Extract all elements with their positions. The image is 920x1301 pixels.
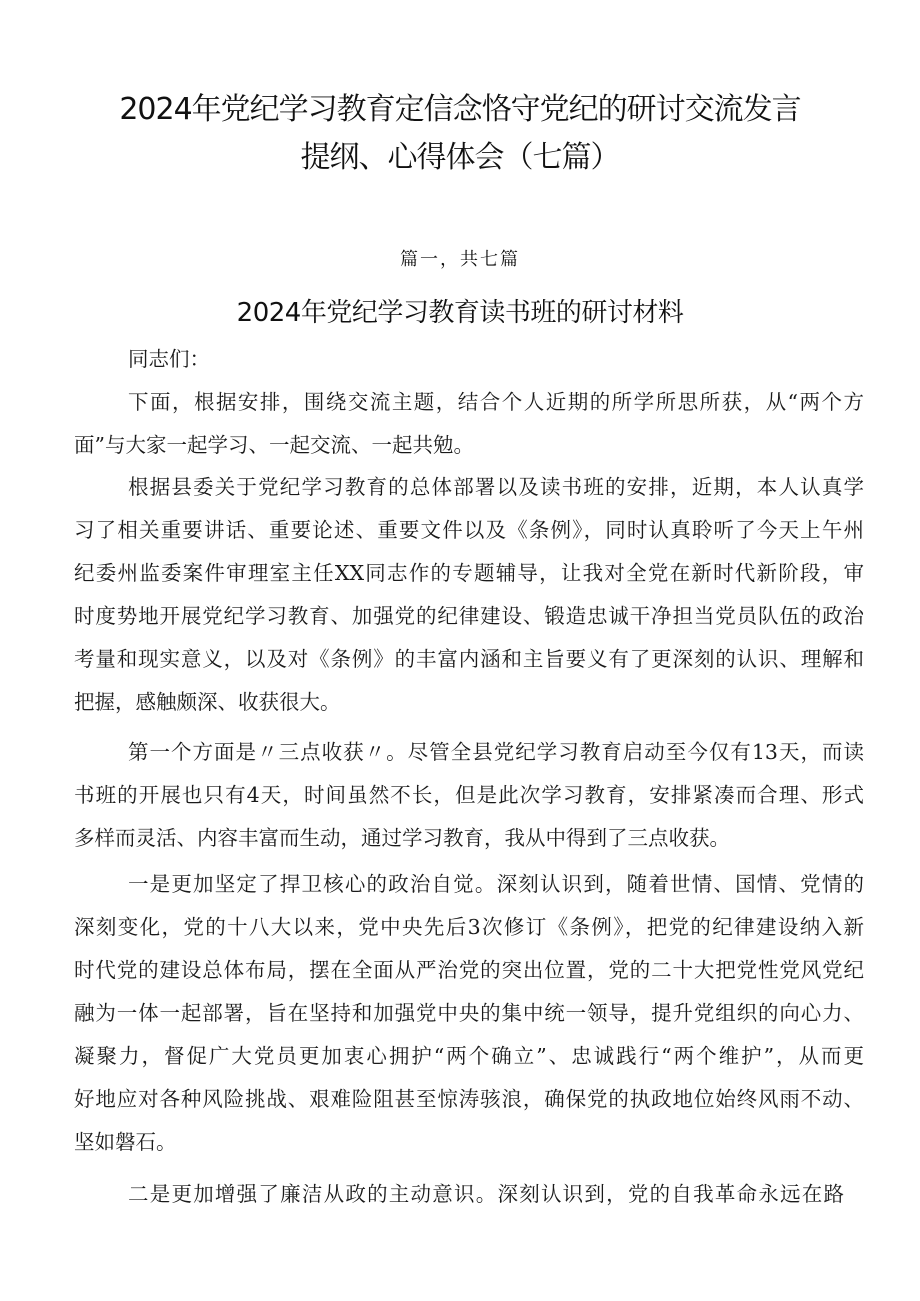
body-line: 时度势地开展党纪学习教育、加强党的纪律建设、锻造忠诚干净担当党员队伍的政治 — [74, 604, 864, 628]
body-line: 凝聚力，督促广大党员更加衷心拥护“两个确立”、忠诚践行“两个维护”，从而更 — [74, 1044, 864, 1068]
body-line: 好地应对各种风险挑战、艰难险阻甚至惊涛骇浪，确保党的执政地位始终风雨不动、 — [74, 1087, 864, 1111]
body-line: 多样而灵活、内容丰富而生动，通过学习教育，我从中得到了三点收获。 — [74, 826, 730, 850]
body-line: 时代党的建设总体布局，摆在全面从严治党的突出位置，党的二十大把党性党风党纪 — [74, 958, 864, 982]
body-line: 纪委州监委案件审理室主任XX同志作的专题辅导，让我对全党在新时代新阶段，审 — [74, 561, 864, 585]
document-title-line-1: 2024年党纪学习教育定信念恪守党纪的研讨交流发言 — [119, 92, 801, 127]
section-subtitle: 2024年党纪学习教育读书班的研讨材料 — [236, 298, 684, 328]
body-line: 坚如磐石。 — [74, 1130, 177, 1154]
body-line: 习了相关重要讲话、重要论述、重要文件以及《条例》，同时认真聆听了今天上午州 — [74, 518, 864, 542]
chapter-label: 篇一，共七篇 — [400, 249, 520, 270]
salutation: 同志们： — [128, 347, 210, 371]
document-title-line-2: 提纲、心得体会（七篇） — [300, 140, 620, 175]
body-line: 融为一体一起部署，旨在坚持和加强党中央的集中统一领导，提升党组织的向心力、 — [74, 1001, 864, 1025]
body-line: 一是更加坚定了捍卫核心的政治自觉。深刻认识到，随着世情、国情、党情的 — [128, 872, 864, 896]
body-line: 二是更加增强了廉洁从政的主动意识。深刻认识到，党的自我革命永远在路 — [128, 1182, 844, 1206]
body-line: 根据县委关于党纪学习教育的总体部署以及读书班的安排，近期，本人认真学 — [128, 475, 864, 499]
body-line: 面”与大家一起学习、一起交流、一起共勉。 — [74, 433, 474, 457]
body-line: 考量和现实意义，以及对《条例》的丰富内涵和主旨要义有了更深刻的认识、理解和 — [74, 647, 864, 671]
body-line: 第一个方面是〃三点收获〃。尽管全县党纪学习教育启动至今仅有13天，而读 — [128, 740, 864, 764]
body-line: 深刻变化，党的十八大以来，党中央先后3次修订《条例》，把党的纪律建设纳入新 — [74, 915, 864, 939]
body-line: 书班的开展也只有4天，时间虽然不长，但是此次学习教育，安排紧凑而合理、形式 — [74, 783, 864, 807]
body-line: 把握，感触颇深、收获很大。 — [74, 690, 341, 714]
body-line: 下面，根据安排，围绕交流主题，结合个人近期的所学所思所获，从“两个方 — [128, 390, 864, 414]
